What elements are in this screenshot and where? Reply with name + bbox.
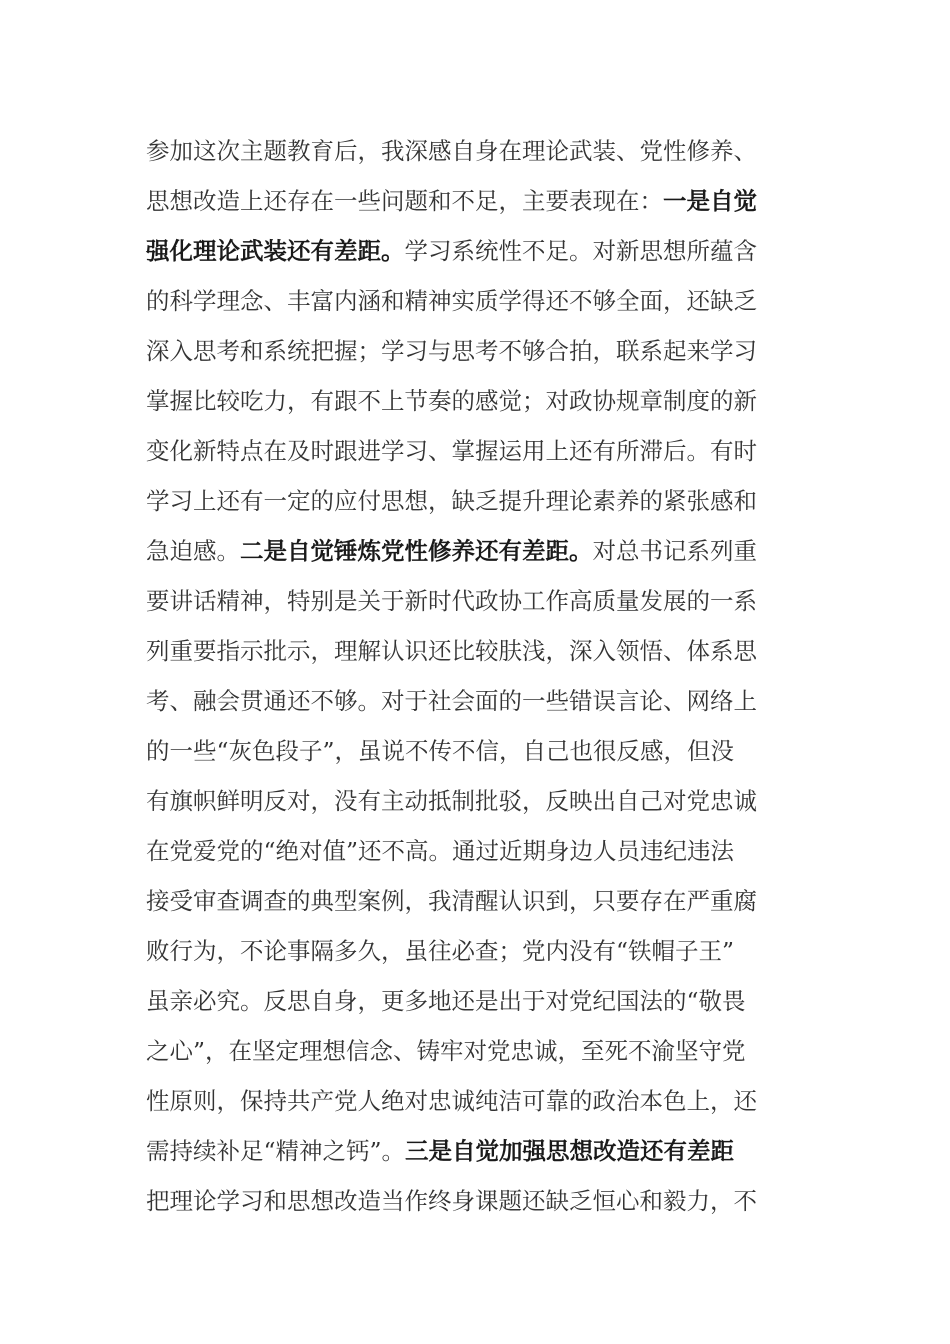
body-text: 对总书记系列重: [592, 537, 757, 565]
text-line: [146, 1076, 814, 1126]
text-line: [146, 376, 814, 426]
text-line: [146, 926, 814, 976]
body-text: 接受审查调查的典型案例，我清醒认识到，只要存在严重腐: [146, 887, 757, 915]
body-text: 虽亲必究。反思自身，更多地还是出于对党纪国法的“敬畏: [146, 987, 746, 1015]
text-line: [146, 526, 814, 576]
text-line: [146, 1026, 814, 1076]
text-line: [146, 826, 814, 876]
bold-heading-text: 三是自觉加强思想改造还有差距: [405, 1137, 735, 1165]
body-text: 有旗帜鲜明反对，没有主动抵制批驳，反映出自己对党忠诚: [146, 787, 757, 815]
body-text: 败行为，不论事隔多久，虽往必查；党内没有“铁帽子王”: [146, 937, 735, 965]
body-text: 要讲话精神，特别是关于新时代政协工作高质量发展的一系: [146, 587, 757, 615]
text-line: [146, 226, 814, 276]
body-text: 之心”，在坚定理想信念、铸牢对党忠诚，至死不渝坚守党: [146, 1037, 746, 1065]
body-text: 学习上还有一定的应付思想，缺乏提升理论素养的紧张感和: [146, 487, 757, 515]
body-text: 参加这次主题教育后，我深感自身在理论武装、党性修养、: [146, 137, 757, 165]
text-line: [146, 1176, 814, 1226]
body-text: 在党爱党的“绝对值”还不高。通过近期身边人员违纪违法: [146, 837, 735, 865]
text-line: [146, 676, 814, 726]
body-text: 把理论学习和思想改造当作终身课题还缺乏恒心和毅力，不: [146, 1187, 757, 1215]
text-line: [146, 776, 814, 826]
body-text: 学习系统性不足。对新思想所蕴含: [404, 237, 757, 265]
text-line: [146, 1126, 814, 1176]
text-line: [146, 576, 814, 626]
text-line: [146, 426, 814, 476]
body-text: 考、融会贯通还不够。对于社会面的一些错误言论、网络上: [146, 687, 757, 715]
text-line: [146, 626, 814, 676]
text-line: [146, 176, 814, 226]
bold-heading-text: 一是自觉: [663, 187, 757, 215]
body-text: 列重要指示批示，理解认识还比较肤浅，深入领悟、体系思: [146, 637, 757, 665]
text-line: [146, 276, 814, 326]
body-text: 深入思考和系统把握；学习与思考不够合拍，联系起来学习: [146, 337, 757, 365]
text-line: [146, 726, 814, 776]
text-line: [146, 876, 814, 926]
body-text: 掌握比较吃力，有跟不上节奏的感觉；对政协规章制度的新: [146, 387, 757, 415]
body-text: 性原则，保持共产党人绝对忠诚纯洁可靠的政治本色上，还: [146, 1087, 757, 1115]
body-text: 变化新特点在及时跟进学习、掌握运用上还有所滞后。有时: [146, 437, 757, 465]
text-line: [146, 976, 814, 1026]
bold-heading-text: 强化理论武装还有差距。: [146, 237, 405, 265]
text-line: [146, 476, 814, 526]
body-text: 需持续补足“精神之钙”。: [146, 1137, 406, 1165]
body-text: 的一些“灰色段子”，虽说不传不信，自己也很反感，但没: [146, 737, 735, 765]
document-body: [146, 126, 814, 1226]
body-text: 急迫感。: [146, 537, 240, 565]
text-line: [146, 126, 814, 176]
bold-heading-text: 二是自觉锤炼党性修养还有差距。: [240, 537, 593, 565]
body-text: 思想改造上还存在一些问题和不足，主要表现在：: [146, 187, 663, 215]
text-line: [146, 326, 814, 376]
body-text: 的科学理念、丰富内涵和精神实质学得还不够全面，还缺乏: [146, 287, 757, 315]
